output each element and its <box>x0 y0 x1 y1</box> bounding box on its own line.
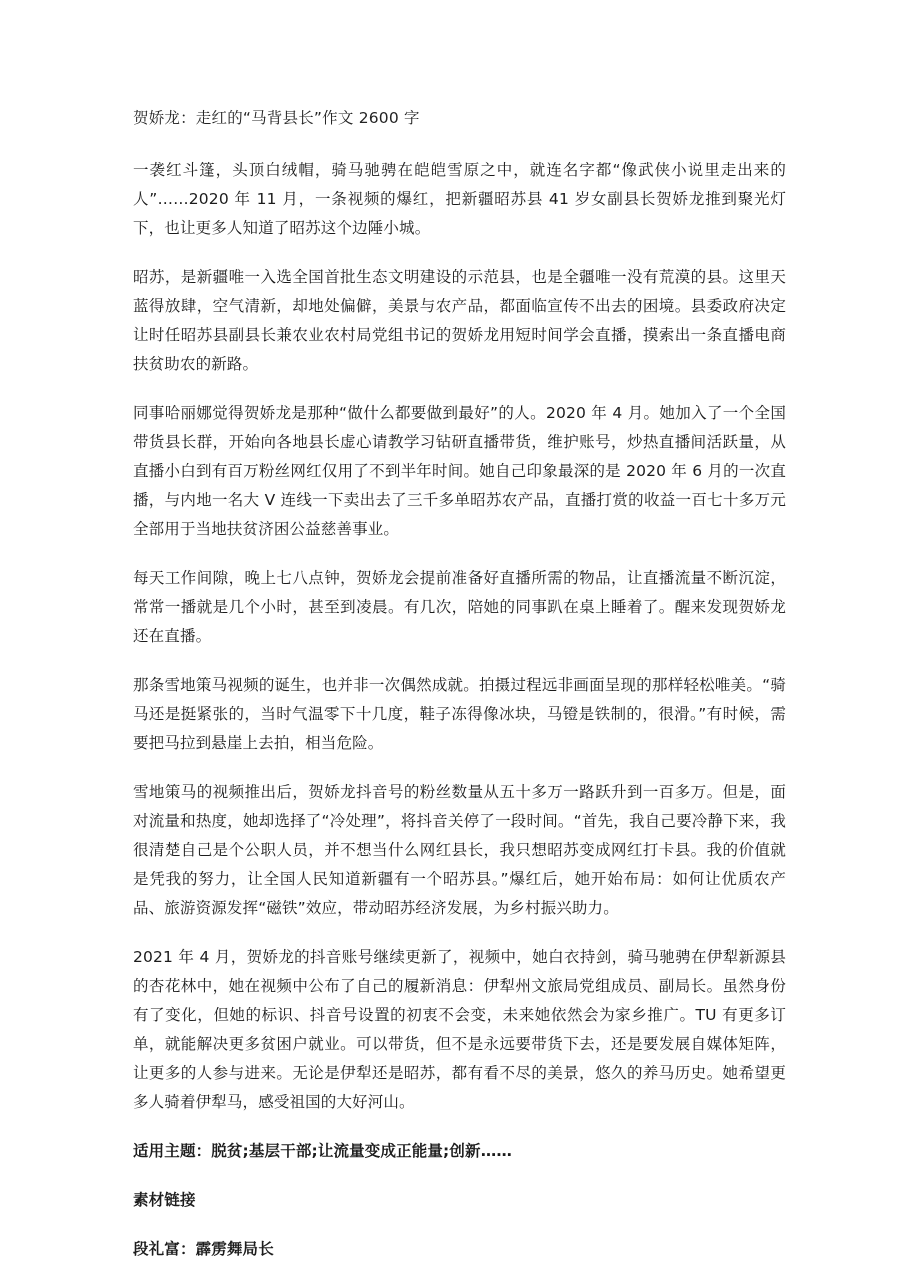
body-paragraph-7: 2021 年 4 月，贺娇龙的抖音账号继续更新了，视频中，她白衣持剑，骑马驰骋在伊犁新源县的杏花林中，她在视频中公布了自己的履新消息：伊犁州文旅局党组成员、副局长。虽然身份有了变化，但她的标识、抖音号设置的初衷不会变，未来她依然会为家乡推广。TU 有更多订单，就能解决更多贫困户就业。可以带货，但不是永远要带货下去，还是要发展自媒体矩阵，让更多的人参与进来。无论是伊犁还是昭苏，都有看不尽的美景，悠久的养马历史。她希望更多人骑着伊犁马，感受祖国的大好河山。 <box>133 948 786 1111</box>
body-paragraph-4: 每天工作间隙，晚上七八点钟，贺娇龙会提前准备好直播所需的物品，让直播流量不断沉淀，常常一播就是几个小时，甚至到凌晨。有几次，陪她的同事趴在桌上睡着了。醒来发现贺娇龙还在直播。 <box>133 569 786 645</box>
body-paragraph-5: 那条雪地策马视频的诞生，也并非一次偶然成就。拍摄过程远非画面呈现的那样轻松唯美。“骑马还是挺紧张的，当时气温零下十几度，鞋子冻得像冰块，马镫是铁制的，很滑。”有时候，需要把马拉到悬崖上去拍，相当危险。 <box>133 676 786 752</box>
body-paragraph-1: 一袭红斗篷，头顶白绒帽，骑马驰骋在皑皑雪原之中，就连名字都“像武侠小说里走出来的人”……2020 年 11 月，一条视频的爆红，把新疆昭苏县 41 岁女副县长贺娇龙推到聚光灯下，也让更多人知道了昭苏这个边陲小城。 <box>133 161 786 237</box>
material-link-heading: 素材链接 <box>133 1191 196 1209</box>
body-paragraph-3: 同事哈丽娜觉得贺娇龙是那种“做什么都要做到最好”的人。2020 年 4 月。她加入了一个全国带货县长群，开始向各地县长虚心请教学习钻研直播带货，维护账号，炒热直播间活跃量，从直播小白到有百万粉丝网红仅用了不到半年时间。她自己印象最深的是 2020 年 6 月的一次直播，与内地一名大 V 连线一下卖出去了三千多单昭苏农产品，直播打赏的收益一百七十多万元全部用于当地扶贫济困公益慈善事业。 <box>133 404 786 538</box>
page-title: 贺娇龙：走红的“马背县长”作文 2600 字 <box>133 109 420 127</box>
body-paragraph-6: 雪地策马的视频推出后，贺娇龙抖音号的粉丝数量从五十多万一路跃升到一百多万。但是，面对流量和热度，她却选择了“冷处理”，将抖音关停了一段时间。“首先，我自己要冷静下来，我很清楚自己是个公职人员，并不想当什么网红县长，我只想昭苏变成网红打卡县。我的价值就是凭我的努力，让全国人民知道新疆有一个昭苏县。”爆红后，她开始布局：如何让优质农产品、旅游资源发挥“磁铁”效应，带动昭苏经济发展，为乡村振兴助力。 <box>133 783 786 917</box>
material-link-item: 段礼富：霹雳舞局长 <box>133 1240 274 1258</box>
body-paragraph-2: 昭苏，是新疆唯一入选全国首批生态文明建设的示范县，也是全疆唯一没有荒漠的县。这里天蓝得放肆，空气清新，却地处偏僻，美景与农产品，都面临宣传不出去的困境。县委政府决定让时任昭苏县副县长兼农业农村局党组书记的贺娇龙用短时间学会直播，摸索出一条直播电商扶贫助农的新路。 <box>133 268 786 373</box>
applicable-topics-line: 适用主题：脱贫;基层干部;让流量变成正能量;创新…… <box>133 1142 512 1160</box>
document-content <box>133 104 786 1264</box>
